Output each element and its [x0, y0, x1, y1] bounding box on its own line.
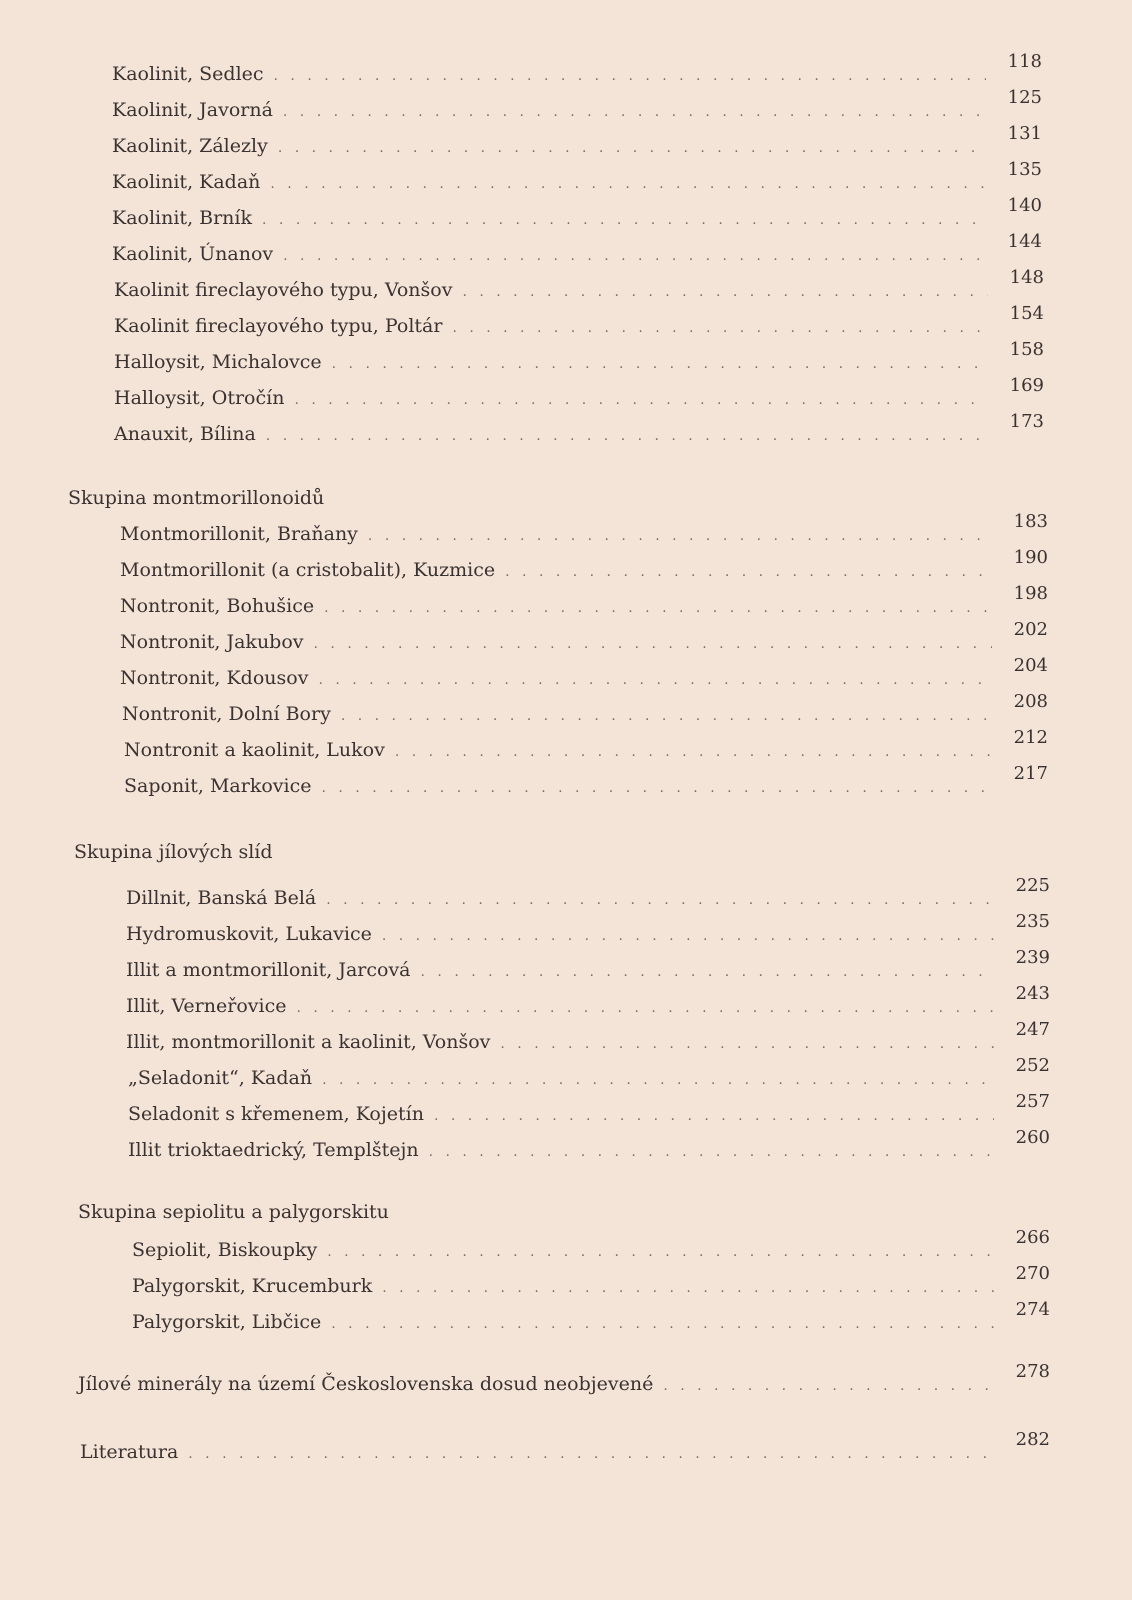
entry-page: 202 — [1013, 619, 1048, 640]
entry-page: 270 — [1015, 1263, 1050, 1284]
entry-title: Kaolinit, Sedlec — [112, 63, 264, 85]
dot-leader — [368, 522, 992, 546]
dot-leader — [278, 134, 986, 158]
entry-page: 183 — [1013, 511, 1048, 532]
entry-page: 125 — [1007, 87, 1042, 108]
dot-leader — [318, 666, 992, 690]
dot-leader — [421, 958, 994, 982]
entry-page: 235 — [1015, 911, 1050, 932]
entry-page: 140 — [1007, 195, 1042, 216]
toc-entry — [126, 983, 1050, 1018]
toc-entry — [80, 1429, 1050, 1464]
toc-entry — [132, 1299, 1050, 1334]
entry-title: Illit, montmorillonit a kaolinit, Vonšov — [126, 1031, 491, 1053]
dot-leader — [326, 886, 994, 910]
toc-entry — [126, 911, 1050, 946]
entry-page: 260 — [1015, 1127, 1050, 1148]
entry-page: 144 — [1007, 231, 1042, 252]
entry-page: 131 — [1007, 123, 1042, 144]
toc-entry — [132, 1227, 1050, 1262]
dot-leader — [382, 1274, 994, 1298]
entry-title: Kaolinit, Kadaň — [112, 171, 261, 193]
toc-entry — [112, 195, 1042, 230]
entry-page: 212 — [1013, 727, 1048, 748]
entry-title: Halloysit, Michalovce — [114, 351, 322, 373]
dot-leader — [294, 386, 988, 410]
dot-leader — [382, 922, 994, 946]
entry-title: Seladonit s křemenem, Kojetín — [128, 1103, 424, 1125]
entry-page: 173 — [1009, 411, 1044, 432]
toc-entry — [120, 511, 1048, 546]
entry-page: 154 — [1009, 303, 1044, 324]
entry-page: 204 — [1013, 655, 1048, 676]
toc-entry — [128, 1091, 1050, 1126]
toc-entry — [112, 231, 1042, 266]
entry-title: Kaolinit, Zálezly — [112, 135, 268, 157]
entry-title: Montmorillonit, Braňany — [120, 523, 358, 545]
entry-page: 148 — [1009, 267, 1044, 288]
entry-title: Hydromuskovit, Lukavice — [126, 923, 372, 945]
entry-page: 217 — [1013, 763, 1048, 784]
dot-leader — [327, 1238, 994, 1262]
dot-leader — [322, 774, 993, 798]
dot-leader — [505, 558, 992, 582]
entry-title: „Seladonit“, Kadaň — [128, 1067, 313, 1089]
dot-leader — [314, 630, 992, 654]
toc-entry — [120, 655, 1048, 690]
entry-page: 274 — [1015, 1299, 1050, 1320]
entry-title: Kaolinit fireclayového typu, Poltár — [114, 315, 443, 337]
dot-leader — [331, 1310, 994, 1334]
section-heading: Skupina sepiolitu a palygorskitu — [78, 1201, 389, 1223]
entry-page: 118 — [1007, 51, 1042, 72]
entry-title: Literatura — [80, 1441, 179, 1463]
entry-title: Nontronit a kaolinit, Lukov — [124, 739, 385, 761]
entry-page: 239 — [1015, 947, 1050, 968]
entry-title: Saponit, Markovice — [124, 775, 312, 797]
toc-entry — [112, 87, 1042, 122]
entry-title: Kaolinit, Únanov — [112, 243, 274, 265]
section-heading: Skupina montmorillonoidů — [68, 487, 325, 509]
entry-title: Nontronit, Dolní Bory — [122, 703, 331, 725]
entry-page: 225 — [1015, 875, 1050, 896]
toc-entry — [122, 691, 1048, 726]
dot-leader — [274, 62, 986, 86]
toc-entry — [124, 763, 1048, 798]
entry-page: 252 — [1015, 1055, 1050, 1076]
entry-title: Nontronit, Bohušice — [120, 595, 315, 617]
entry-page: 190 — [1013, 547, 1048, 568]
entry-page: 169 — [1009, 375, 1044, 396]
toc-entry — [120, 619, 1048, 654]
toc-entry — [112, 159, 1042, 194]
toc-entry — [78, 1361, 1050, 1396]
entry-title: Dillnit, Banská Belá — [126, 887, 317, 909]
toc-entry — [126, 1019, 1050, 1054]
dot-leader — [283, 242, 986, 266]
dot-leader — [429, 1138, 994, 1162]
entry-page: 257 — [1015, 1091, 1050, 1112]
dot-leader — [324, 594, 992, 618]
dot-leader — [296, 994, 994, 1018]
dot-leader — [262, 206, 986, 230]
entry-page: 282 — [1015, 1429, 1050, 1450]
dot-leader — [283, 98, 986, 122]
entry-title: Sepiolit, Biskoupky — [132, 1239, 318, 1261]
toc-entry — [114, 303, 1044, 338]
toc-entry — [126, 875, 1050, 910]
toc-entry — [128, 1055, 1050, 1090]
entry-title: Illit a montmorillonit, Jarcová — [126, 959, 411, 981]
entry-title: Nontronit, Kdousov — [120, 667, 309, 689]
dot-leader — [332, 350, 988, 374]
toc-entry — [120, 547, 1048, 582]
dot-leader — [434, 1102, 994, 1126]
entry-page: 243 — [1015, 983, 1050, 1004]
dot-leader — [452, 314, 988, 338]
toc-entry — [132, 1263, 1050, 1298]
entry-page: 266 — [1015, 1227, 1050, 1248]
entry-title: Nontronit, Jakubov — [120, 631, 304, 653]
toc-entry — [112, 51, 1042, 86]
entry-title: Kaolinit fireclayového typu, Vonšov — [114, 279, 453, 301]
entry-title: Illit, Verneřovice — [126, 995, 287, 1017]
entry-title: Kaolinit, Javorná — [112, 99, 273, 121]
entry-title: Palygorskit, Libčice — [132, 1311, 322, 1333]
entry-title: Illit trioktaedrický, Templštejn — [128, 1139, 419, 1161]
dot-leader — [266, 422, 988, 446]
toc-entry — [126, 947, 1050, 982]
dot-leader — [500, 1030, 994, 1054]
entry-page: 135 — [1007, 159, 1042, 180]
dot-leader — [663, 1372, 994, 1396]
entry-title: Palygorskit, Krucemburk — [132, 1275, 373, 1297]
toc-entry — [128, 1127, 1050, 1162]
entry-title: Anauxit, Bílina — [114, 423, 256, 445]
dot-leader — [270, 170, 986, 194]
entry-page: 278 — [1015, 1361, 1050, 1382]
entry-page: 208 — [1013, 691, 1048, 712]
entry-page: 198 — [1013, 583, 1048, 604]
entry-title: Halloysit, Otročín — [114, 387, 285, 409]
dot-leader — [188, 1440, 994, 1464]
entry-title: Jílové minerály na území Československa dosud neobjevené — [78, 1373, 654, 1395]
dot-leader — [341, 702, 992, 726]
entry-title: Montmorillonit (a cristobalit), Kuzmice — [120, 559, 496, 581]
toc-entry — [114, 411, 1044, 446]
toc-entry — [124, 727, 1048, 762]
dot-leader — [462, 278, 988, 302]
entry-title: Kaolinit, Brník — [112, 207, 253, 229]
entry-page: 247 — [1015, 1019, 1050, 1040]
entry-page: 158 — [1009, 339, 1044, 360]
toc-entry — [114, 375, 1044, 410]
toc-entry — [112, 123, 1042, 158]
toc-entry — [120, 583, 1048, 618]
dot-leader — [395, 738, 992, 762]
section-heading: Skupina jílových slíd — [74, 841, 273, 863]
toc-entry — [114, 267, 1044, 302]
toc-entry — [114, 339, 1044, 374]
dot-leader — [322, 1066, 994, 1090]
